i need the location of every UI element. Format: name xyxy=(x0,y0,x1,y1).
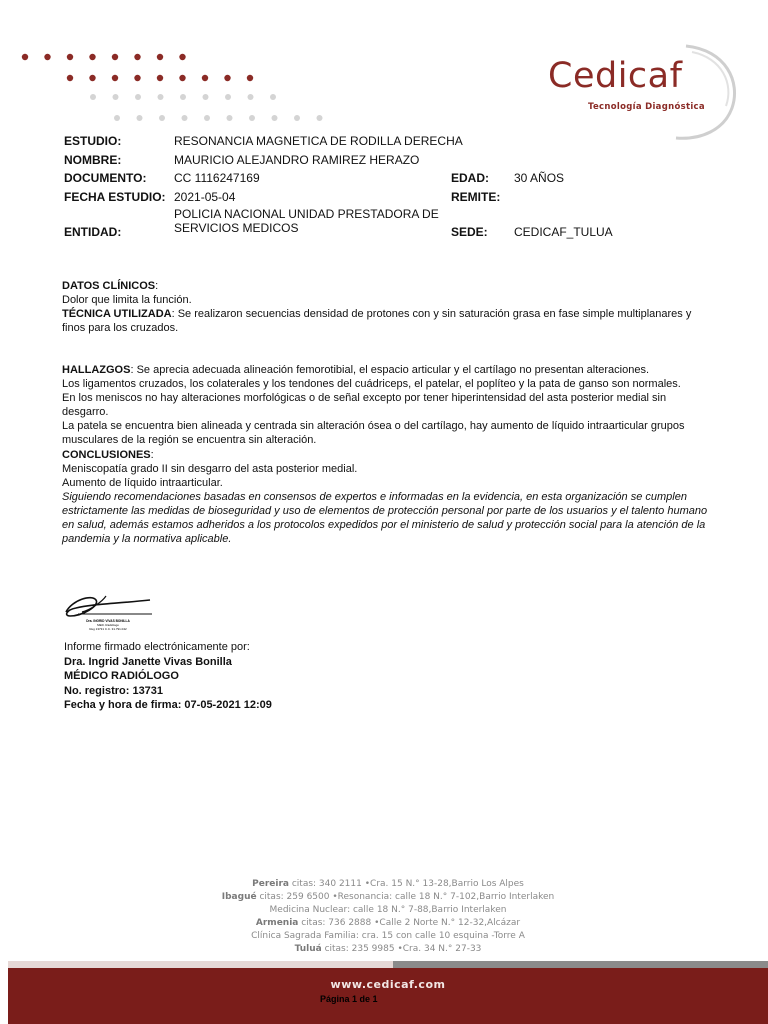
estudio-label: ESTUDIO: xyxy=(64,134,122,148)
decorative-dot xyxy=(249,115,255,121)
nombre-label: NOMBRE: xyxy=(64,152,122,167)
decorative-dot xyxy=(203,94,209,100)
logo-name: Cedicaf xyxy=(548,56,683,96)
decorative-dot xyxy=(248,94,254,100)
decorative-dot xyxy=(270,94,276,100)
stamp-line: MED. Radiólogo xyxy=(97,623,119,627)
cedicaf-logo xyxy=(536,42,741,142)
decorative-dot xyxy=(202,75,208,81)
stamp-line: Reg 13731 C.C. 31.791.042 xyxy=(89,627,127,631)
decorative-dot xyxy=(112,75,118,81)
tecnica-label: TÉCNICA UTILIZADA xyxy=(62,308,172,320)
decorative-dot xyxy=(114,115,120,121)
clinical-section xyxy=(62,279,712,335)
remite-label: REMITE: xyxy=(451,189,501,204)
documento-label: DOCUMENTO: xyxy=(64,171,147,185)
address-line: Tuluá citas: 235 9985 •Cra. 34 N.° 27-33 xyxy=(294,944,482,954)
decorative-dot xyxy=(247,75,253,81)
branch-addresses xyxy=(160,878,616,956)
hallazgos-line: La patela se encuentra bien alineada y centrada sin alteración ósea o del cartílago, hay aumento de líquido intraarticular grupos musculares de la región se encuentra sin alteración. xyxy=(62,420,685,446)
decorative-dot xyxy=(272,115,278,121)
sede-value: CEDICAF_TULUA xyxy=(514,225,613,239)
patient-info-table xyxy=(64,131,724,241)
decorative-dot xyxy=(157,54,163,60)
decorative-dot xyxy=(204,115,210,121)
decorative-dot xyxy=(112,54,118,60)
footer-bar xyxy=(8,968,768,1024)
handwritten-signature xyxy=(62,590,154,640)
hallazgos-lead-text: Se aprecia adecuada alineación femorotibial, el espacio articular y el cartílago no presentan alteraciones. xyxy=(136,364,649,376)
decorative-dots xyxy=(0,0,420,130)
decorative-dot xyxy=(225,94,231,100)
decorative-dot xyxy=(137,115,143,121)
hallazgos-line: En los meniscos no hay alteraciones morfológicas o de señal excepto por tener hiperintensidad del asta posterior medial sin desgarro. xyxy=(62,392,667,418)
decorative-dot xyxy=(182,115,188,121)
address-line: Armenia citas: 736 2888 •Calle 2 Norte N.° 12-32,Alcázar xyxy=(255,918,521,928)
address-line: Ibagué citas: 259 6500 •Resonancia: calle 18 N.° 7-102,Barrio Interlaken xyxy=(221,892,555,902)
signed-by-text: Informe firmado electrónicamente por: xyxy=(64,641,250,653)
conclusion-line: Aumento de líquido intraarticular. xyxy=(62,477,223,489)
info-row-nombre xyxy=(64,150,724,169)
conclusiones-heading: CONCLUSIONES: xyxy=(62,449,154,461)
hallazgos-label: HALLAZGOS xyxy=(62,364,131,376)
decorative-dot xyxy=(135,94,141,100)
decorative-dot xyxy=(67,54,73,60)
logo-tagline: Tecnología Diagnóstica xyxy=(588,102,705,112)
stamp-line: Dra. INGRID VIVAS BONILLA xyxy=(86,619,130,623)
decorative-dot xyxy=(179,54,185,60)
doctor-name: Dra. Ingrid Janette Vivas Bonilla xyxy=(64,655,232,668)
datos-clinicos-heading: DATOS CLÍNICOS: xyxy=(62,280,159,292)
decorative-dot xyxy=(158,94,164,100)
decorative-dot xyxy=(227,115,233,121)
decorative-dot xyxy=(44,54,50,60)
doctor-role: MÉDICO RADIÓLOGO xyxy=(64,670,179,682)
documento-value: CC 1116247169 xyxy=(174,171,260,185)
fecha-estudio-label: FECHA ESTUDIO: xyxy=(64,189,166,204)
footer-divider xyxy=(8,961,768,968)
findings-section xyxy=(62,363,712,447)
entidad-label: ENTIDAD: xyxy=(64,225,122,239)
nombre-value: MAURICIO ALEJANDRO RAMIREZ HERAZO xyxy=(174,152,420,167)
sede-label: SEDE: xyxy=(451,225,488,239)
edad-label: EDAD: xyxy=(451,171,489,185)
hallazgos-line: Los ligamentos cruzados, los colaterales y los tendones del cuádriceps, el patelar, el poplíteo y la pata de ganso son normales. xyxy=(62,378,681,390)
tecnica-paragraph: TÉCNICA UTILIZADA: Se realizaron secuencias densidad de protones con y sin saturación grasa en fase simple multiplanares y finos para los cruzados. xyxy=(62,308,692,334)
signature-datetime: Fecha y hora de firma: 07-05-2021 12:09 xyxy=(64,699,272,711)
address-line: Pereira citas: 340 2111 •Cra. 15 N.° 13-28,Barrio Los Alpes xyxy=(252,879,524,889)
page-number: Página 1 de 1 xyxy=(320,994,378,1004)
hallazgos-lead: HALLAZGOS: Se aprecia adecuada alineación femorotibial, el espacio articular y el cartílago no presentan alteraciones. xyxy=(62,364,649,376)
signature-block xyxy=(64,640,272,713)
decorative-dot xyxy=(224,75,230,81)
decorative-dot xyxy=(159,115,165,121)
address-line: Clínica Sagrada Familia: cra. 15 con calle 10 esquina -Torre A xyxy=(251,931,525,941)
decorative-dot xyxy=(179,75,185,81)
fecha-estudio-value: 2021-05-04 xyxy=(174,189,236,204)
conclusion-line: Meniscopatía grado II sin desgarro del asta posterior medial. xyxy=(62,463,358,475)
decorative-dot xyxy=(157,75,163,81)
decorative-dot xyxy=(134,75,140,81)
decorative-dot xyxy=(22,54,28,60)
info-row-fecha xyxy=(64,187,724,206)
biosecurity-note: Siguiendo recomendaciones basadas en consensos de expertos e informadas en la evidencia, en esta organización se cumplen estrictamente las medidas de bioseguridad y uso de elementos de protección personal por parte de los usuarios y el talento humano en salud, además estamos adheridos a los protocolos expedidos por el ministerio de salud y protección social para la atención de la pandemia y la normativa aplicable. xyxy=(62,491,708,545)
entidad-value: POLICIA NACIONAL UNIDAD PRESTADORA DE SERVICIOS MEDICOS xyxy=(174,207,439,235)
registration-number: No. registro: 13731 xyxy=(64,684,164,697)
datos-clinicos-text: Dolor que limita la función. xyxy=(62,294,192,306)
decorative-dot xyxy=(113,94,119,100)
website-link[interactable]: www.cedicaf.com xyxy=(330,978,446,991)
address-line: Medicina Nuclear: calle 18 N.° 7-88,Barrio Interlaken xyxy=(269,905,507,915)
decorative-dot xyxy=(134,54,140,60)
info-row-documento xyxy=(64,168,724,187)
decorative-dot xyxy=(180,94,186,100)
edad-value: 30 AÑOS xyxy=(514,171,565,185)
info-row-entidad xyxy=(64,205,724,241)
info-row-estudio xyxy=(64,131,724,150)
conclusions-section xyxy=(62,448,712,546)
decorative-dot xyxy=(89,75,95,81)
decorative-dot xyxy=(294,115,300,121)
decorative-dot xyxy=(89,54,95,60)
decorative-dot xyxy=(90,94,96,100)
tecnica-text: Se realizaron secuencias densidad de protones con y sin saturación grasa en fase simple multiplanares y finos para los cruzados. xyxy=(62,308,692,334)
decorative-dot xyxy=(317,115,323,121)
decorative-dot xyxy=(67,75,73,81)
estudio-value: RESONANCIA MAGNETICA DE RODILLA DERECHA xyxy=(174,134,463,148)
